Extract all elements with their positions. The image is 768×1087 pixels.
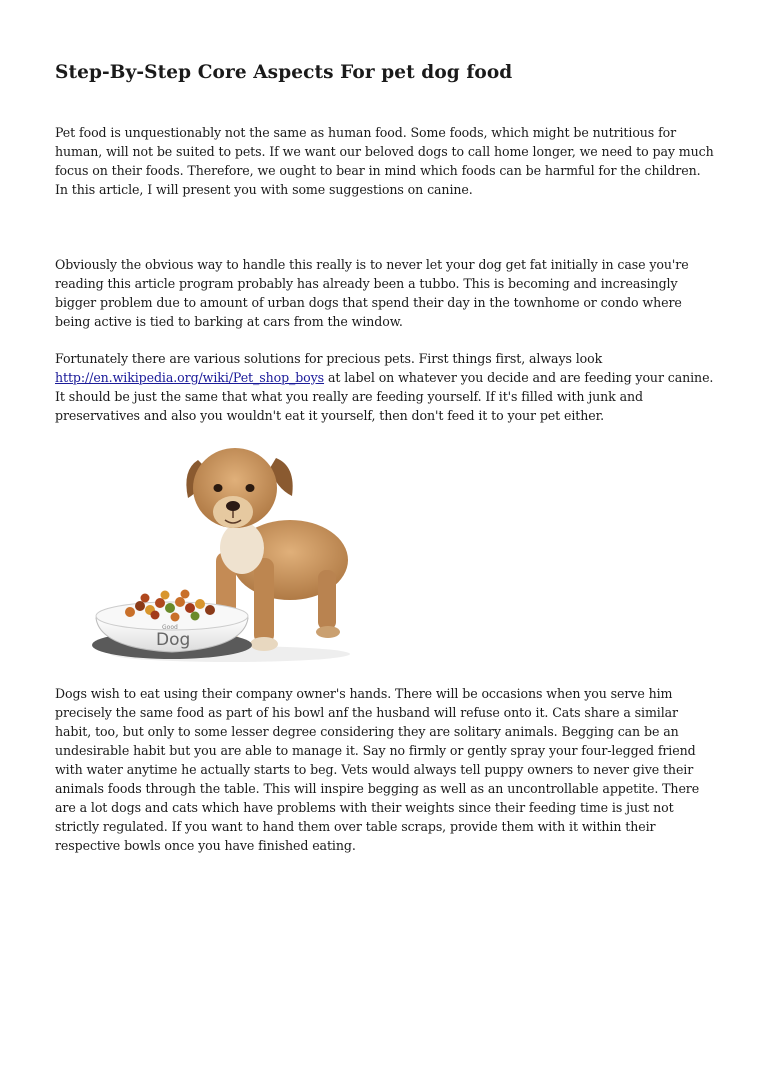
puppy-eye-left (214, 484, 223, 492)
puppy-eye-right (246, 484, 255, 492)
puppy-nose (226, 501, 240, 511)
wikipedia-link[interactable]: http://en.wikipedia.org/wiki/Pet_shop_boys (55, 370, 325, 385)
document-title: Step-By-Step Core Aspects For pet dog food (55, 62, 513, 83)
puppy-head (186, 448, 292, 528)
paragraph-label-text-before: Fortunately there are various solutions for precious pets. First things first, always look (55, 351, 603, 366)
puppy-illustration (90, 440, 360, 668)
paragraph-begging: Dogs wish to eat using their company owner's hands. There will be occasions when you serve him precisely the same food as part of his bowl anf the husband will refuse onto it. Cats share a similar habit, too, but only to some lesser degree considering they are solitary animals. Begging can be an undesirable habit but you are able to manage it. Say no firmly or gently spray your four-legged friend with water anytime he actually starts to beg. Vets would always tell puppy owners to never give their animals foods through the table. This will inspire begging as well as an uncontrollable appetite. There are a lot dogs and cats which have problems with their weights since their feeding time is just not strictly regulated. If you want to hand them over table scraps, provide them with it within their respective bowls once you have finished eating. (55, 686, 700, 853)
paragraph-label-text-after: at label on whatever you decide and are feeding your canine. It should be just the same that what you really are feeding yourself. If it's filled with junk and preservatives and also you wouldn't eat it yourself, then don't feed it to your pet either. (55, 370, 714, 423)
paragraph-intro: Pet food is unquestionably not the same as human food. Some foods, which might be nutritious for human, will not be suited to pets. If we want our beloved dogs to call home longer, we need to pay much focus on their foods. Therefore, we ought to bear in mind which foods can be harmful for the children. In this article, I will present you with some suggestions on canine. (55, 125, 714, 197)
paragraph-weight: Obviously the obvious way to handle this really is to never let your dog get fat initially in case you're reading this article program probably has already been a tubbo. This is becoming and increasingly bigger problem due to amount of urban dogs that spend their day in the townhome or condo where being active is tied to barking at cars from the window. (55, 257, 689, 329)
bowl-brand-small-label: Good (162, 624, 178, 631)
bowl-brand-large-label: Dog (156, 630, 191, 650)
paragraph-label (55, 349, 717, 425)
puppy-with-bowl-image (90, 440, 360, 668)
